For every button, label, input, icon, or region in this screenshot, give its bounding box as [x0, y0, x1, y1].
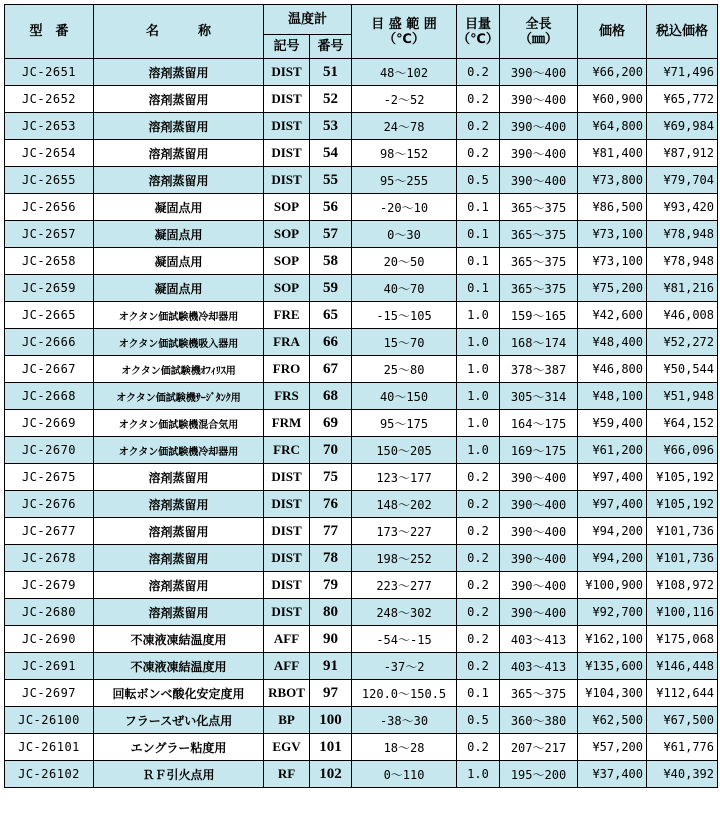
cell-number: 59 — [310, 275, 352, 302]
cell-number: 79 — [310, 572, 352, 599]
cell-model: JC-2668 — [5, 383, 94, 410]
cell-symbol: DIST — [264, 113, 310, 140]
cell-range: 248～302 — [352, 599, 457, 626]
cell-price: ¥73,800 — [578, 167, 647, 194]
cell-number: 90 — [310, 626, 352, 653]
table-row — [5, 437, 718, 464]
cell-model: JC-26101 — [5, 734, 94, 761]
cell-price-tax: ¥61,776 — [647, 734, 718, 761]
cell-price: ¥48,100 — [578, 383, 647, 410]
cell-range: 123～177 — [352, 464, 457, 491]
cell-division: 0.1 — [457, 680, 500, 707]
cell-length: 390～400 — [500, 464, 578, 491]
cell-price-tax: ¥101,736 — [647, 518, 718, 545]
cell-division: 0.2 — [457, 545, 500, 572]
table-row — [5, 734, 718, 761]
header-price-tax: 税込価格 — [647, 5, 718, 59]
cell-model: JC-2656 — [5, 194, 94, 221]
cell-price-tax: ¥52,272 — [647, 329, 718, 356]
cell-price: ¥64,800 — [578, 113, 647, 140]
cell-symbol: DIST — [264, 545, 310, 572]
cell-number: 97 — [310, 680, 352, 707]
cell-symbol: DIST — [264, 518, 310, 545]
cell-price: ¥86,500 — [578, 194, 647, 221]
cell-model: JC-2655 — [5, 167, 94, 194]
cell-price: ¥97,400 — [578, 491, 647, 518]
cell-division: 1.0 — [457, 356, 500, 383]
cell-symbol: DIST — [264, 86, 310, 113]
cell-price-tax: ¥105,192 — [647, 464, 718, 491]
header-symbol: 記号 — [264, 35, 310, 59]
table-row — [5, 572, 718, 599]
cell-number: 53 — [310, 113, 352, 140]
cell-length: 390～400 — [500, 518, 578, 545]
cell-length: 207～217 — [500, 734, 578, 761]
cell-price: ¥94,200 — [578, 545, 647, 572]
cell-symbol: SOP — [264, 275, 310, 302]
table-row — [5, 302, 718, 329]
cell-symbol: EGV — [264, 734, 310, 761]
cell-symbol: DIST — [264, 599, 310, 626]
cell-range: 95～175 — [352, 410, 457, 437]
cell-length: 403～413 — [500, 626, 578, 653]
cell-model: JC-2653 — [5, 113, 94, 140]
cell-name: 溶剤蒸留用 — [94, 113, 264, 140]
cell-range: 198～252 — [352, 545, 457, 572]
cell-price-tax: ¥78,948 — [647, 248, 718, 275]
cell-price: ¥100,900 — [578, 572, 647, 599]
cell-model: JC-2652 — [5, 86, 94, 113]
cell-number: 78 — [310, 545, 352, 572]
cell-division: 1.0 — [457, 437, 500, 464]
cell-name: オクタン価試験機ｵﾌｨﾘｽ用 — [94, 356, 264, 383]
cell-price-tax: ¥146,448 — [647, 653, 718, 680]
cell-division: 1.0 — [457, 761, 500, 788]
table-row — [5, 545, 718, 572]
cell-division: 1.0 — [457, 383, 500, 410]
cell-division: 0.2 — [457, 626, 500, 653]
cell-range: 24～78 — [352, 113, 457, 140]
cell-length: 390～400 — [500, 86, 578, 113]
cell-symbol: RBOT — [264, 680, 310, 707]
table-row — [5, 140, 718, 167]
cell-model: JC-2670 — [5, 437, 94, 464]
cell-price: ¥135,600 — [578, 653, 647, 680]
header-division-line2: （℃） — [457, 31, 499, 47]
cell-symbol: FRE — [264, 302, 310, 329]
cell-division: 0.2 — [457, 491, 500, 518]
cell-range: 95～255 — [352, 167, 457, 194]
cell-price-tax: ¥51,948 — [647, 383, 718, 410]
cell-range: -37～2 — [352, 653, 457, 680]
cell-price: ¥75,200 — [578, 275, 647, 302]
cell-number: 75 — [310, 464, 352, 491]
cell-price: ¥92,700 — [578, 599, 647, 626]
cell-range: -38～30 — [352, 707, 457, 734]
cell-number: 55 — [310, 167, 352, 194]
cell-name: 溶剤蒸留用 — [94, 140, 264, 167]
table-row — [5, 356, 718, 383]
cell-model: JC-2691 — [5, 653, 94, 680]
cell-price-tax: ¥67,500 — [647, 707, 718, 734]
cell-division: 1.0 — [457, 302, 500, 329]
cell-length: 164～175 — [500, 410, 578, 437]
cell-name: 不凍液凍結温度用 — [94, 626, 264, 653]
cell-symbol: AFF — [264, 626, 310, 653]
cell-symbol: SOP — [264, 248, 310, 275]
cell-model: JC-2697 — [5, 680, 94, 707]
table-header — [5, 5, 718, 59]
cell-length: 169～175 — [500, 437, 578, 464]
cell-division: 0.1 — [457, 275, 500, 302]
cell-length: 365～375 — [500, 275, 578, 302]
cell-range: -2～52 — [352, 86, 457, 113]
cell-length: 159～165 — [500, 302, 578, 329]
cell-range: -54～-15 — [352, 626, 457, 653]
cell-price: ¥59,400 — [578, 410, 647, 437]
thermometer-price-table — [4, 4, 718, 788]
cell-length: 390～400 — [500, 167, 578, 194]
cell-price-tax: ¥93,420 — [647, 194, 718, 221]
price-table-container — [4, 4, 717, 788]
table-body — [5, 59, 718, 788]
cell-name: 溶剤蒸留用 — [94, 86, 264, 113]
cell-range: -20～10 — [352, 194, 457, 221]
cell-division: 0.2 — [457, 140, 500, 167]
cell-division: 0.2 — [457, 653, 500, 680]
cell-range: 98～152 — [352, 140, 457, 167]
cell-price-tax: ¥65,772 — [647, 86, 718, 113]
cell-name: オクタン価試験機吸入器用 — [94, 329, 264, 356]
table-row — [5, 410, 718, 437]
cell-model: JC-2666 — [5, 329, 94, 356]
cell-length: 390～400 — [500, 113, 578, 140]
cell-length: 390～400 — [500, 599, 578, 626]
cell-price-tax: ¥101,736 — [647, 545, 718, 572]
cell-price: ¥62,500 — [578, 707, 647, 734]
cell-number: 56 — [310, 194, 352, 221]
cell-number: 52 — [310, 86, 352, 113]
cell-division: 0.2 — [457, 86, 500, 113]
cell-division: 1.0 — [457, 410, 500, 437]
cell-number: 69 — [310, 410, 352, 437]
cell-length: 390～400 — [500, 59, 578, 86]
cell-model: JC-26102 — [5, 761, 94, 788]
cell-price: ¥81,400 — [578, 140, 647, 167]
cell-number: 80 — [310, 599, 352, 626]
cell-number: 100 — [310, 707, 352, 734]
cell-price: ¥48,400 — [578, 329, 647, 356]
cell-division: 0.1 — [457, 194, 500, 221]
cell-number: 51 — [310, 59, 352, 86]
cell-number: 54 — [310, 140, 352, 167]
cell-model: JC-2654 — [5, 140, 94, 167]
cell-price-tax: ¥81,216 — [647, 275, 718, 302]
cell-model: JC-2675 — [5, 464, 94, 491]
header-division — [457, 5, 500, 59]
cell-model: JC-2690 — [5, 626, 94, 653]
cell-price-tax: ¥40,392 — [647, 761, 718, 788]
cell-division: 0.2 — [457, 572, 500, 599]
cell-division: 0.2 — [457, 599, 500, 626]
cell-number: 57 — [310, 221, 352, 248]
cell-model: JC-2677 — [5, 518, 94, 545]
cell-name: 溶剤蒸留用 — [94, 545, 264, 572]
cell-name: 溶剤蒸留用 — [94, 59, 264, 86]
cell-length: 365～375 — [500, 221, 578, 248]
cell-model: JC-2659 — [5, 275, 94, 302]
cell-model: JC-2665 — [5, 302, 94, 329]
cell-name: ＲＦ引火点用 — [94, 761, 264, 788]
cell-name: 不凍液凍結温度用 — [94, 653, 264, 680]
cell-name: エングラー粘度用 — [94, 734, 264, 761]
cell-model: JC-2676 — [5, 491, 94, 518]
cell-range: 18～28 — [352, 734, 457, 761]
cell-number: 91 — [310, 653, 352, 680]
cell-name: 溶剤蒸留用 — [94, 518, 264, 545]
cell-length: 378～387 — [500, 356, 578, 383]
cell-price: ¥94,200 — [578, 518, 647, 545]
cell-name: 溶剤蒸留用 — [94, 167, 264, 194]
cell-model: JC-2669 — [5, 410, 94, 437]
cell-name: 凝固点用 — [94, 194, 264, 221]
header-length-line2: （㎜） — [519, 31, 559, 47]
header-length-line1: 全長 — [525, 16, 552, 32]
cell-range: 40～70 — [352, 275, 457, 302]
table-row — [5, 194, 718, 221]
cell-length: 390～400 — [500, 545, 578, 572]
cell-name: 溶剤蒸留用 — [94, 491, 264, 518]
cell-division: 0.1 — [457, 221, 500, 248]
table-row — [5, 707, 718, 734]
cell-number: 58 — [310, 248, 352, 275]
cell-number: 76 — [310, 491, 352, 518]
table-row — [5, 464, 718, 491]
table-row — [5, 599, 718, 626]
cell-model: JC-2658 — [5, 248, 94, 275]
header-number: 番号 — [310, 35, 352, 59]
cell-range: 0～30 — [352, 221, 457, 248]
cell-price: ¥104,300 — [578, 680, 647, 707]
cell-symbol: DIST — [264, 140, 310, 167]
cell-name: 凝固点用 — [94, 248, 264, 275]
cell-division: 1.0 — [457, 329, 500, 356]
cell-price: ¥60,900 — [578, 86, 647, 113]
cell-price-tax: ¥175,068 — [647, 626, 718, 653]
cell-range: 223～277 — [352, 572, 457, 599]
cell-price: ¥66,200 — [578, 59, 647, 86]
header-price: 価格 — [578, 5, 647, 59]
cell-name: 凝固点用 — [94, 221, 264, 248]
cell-price-tax: ¥112,644 — [647, 680, 718, 707]
cell-symbol: AFF — [264, 653, 310, 680]
table-row — [5, 275, 718, 302]
cell-price-tax: ¥100,116 — [647, 599, 718, 626]
cell-name: 溶剤蒸留用 — [94, 599, 264, 626]
cell-model: JC-2657 — [5, 221, 94, 248]
cell-division: 0.5 — [457, 167, 500, 194]
cell-number: 70 — [310, 437, 352, 464]
header-length — [500, 5, 578, 59]
cell-range: 0～110 — [352, 761, 457, 788]
cell-division: 0.2 — [457, 464, 500, 491]
table-row — [5, 626, 718, 653]
table-row — [5, 86, 718, 113]
cell-name: オクタン価試験機混合気用 — [94, 410, 264, 437]
cell-range: 40～150 — [352, 383, 457, 410]
cell-symbol: DIST — [264, 167, 310, 194]
cell-number: 66 — [310, 329, 352, 356]
cell-symbol: DIST — [264, 491, 310, 518]
cell-symbol: DIST — [264, 464, 310, 491]
cell-range: 150～205 — [352, 437, 457, 464]
table-row — [5, 518, 718, 545]
cell-model: JC-26100 — [5, 707, 94, 734]
cell-range: 15～70 — [352, 329, 457, 356]
header-model: 型 番 — [5, 5, 94, 59]
table-row — [5, 59, 718, 86]
cell-price: ¥97,400 — [578, 464, 647, 491]
cell-length: 390～400 — [500, 572, 578, 599]
cell-name: オクタン価試験機ｻｰｼﾞﾀﾝｸ用 — [94, 383, 264, 410]
cell-length: 365～375 — [500, 680, 578, 707]
cell-price: ¥73,100 — [578, 221, 647, 248]
cell-division: 0.2 — [457, 59, 500, 86]
cell-price: ¥162,100 — [578, 626, 647, 653]
table-row — [5, 221, 718, 248]
header-range — [352, 5, 457, 59]
cell-number: 102 — [310, 761, 352, 788]
cell-range: 120.0～150.5 — [352, 680, 457, 707]
cell-symbol: FRM — [264, 410, 310, 437]
table-row — [5, 761, 718, 788]
cell-length: 195～200 — [500, 761, 578, 788]
cell-name: オクタン価試験機冷却器用 — [94, 302, 264, 329]
cell-range: 20～50 — [352, 248, 457, 275]
cell-division: 0.5 — [457, 707, 500, 734]
cell-price-tax: ¥69,984 — [647, 113, 718, 140]
table-row — [5, 167, 718, 194]
cell-model: JC-2651 — [5, 59, 94, 86]
cell-price-tax: ¥87,912 — [647, 140, 718, 167]
cell-number: 65 — [310, 302, 352, 329]
table-row — [5, 383, 718, 410]
cell-price-tax: ¥64,152 — [647, 410, 718, 437]
cell-model: JC-2667 — [5, 356, 94, 383]
cell-number: 77 — [310, 518, 352, 545]
cell-model: JC-2680 — [5, 599, 94, 626]
cell-price-tax: ¥79,704 — [647, 167, 718, 194]
cell-price: ¥61,200 — [578, 437, 647, 464]
table-row — [5, 113, 718, 140]
cell-name: 溶剤蒸留用 — [94, 464, 264, 491]
table-row — [5, 491, 718, 518]
cell-price: ¥37,400 — [578, 761, 647, 788]
cell-price: ¥73,100 — [578, 248, 647, 275]
cell-symbol: SOP — [264, 194, 310, 221]
cell-name: フラースぜい化点用 — [94, 707, 264, 734]
cell-price-tax: ¥71,496 — [647, 59, 718, 86]
cell-price-tax: ¥108,972 — [647, 572, 718, 599]
cell-division: 0.2 — [457, 518, 500, 545]
cell-length: 390～400 — [500, 491, 578, 518]
header-range-line1: 目 盛 範 囲 — [371, 16, 437, 32]
cell-length: 305～314 — [500, 383, 578, 410]
cell-price-tax: ¥66,096 — [647, 437, 718, 464]
cell-length: 360～380 — [500, 707, 578, 734]
cell-symbol: FRA — [264, 329, 310, 356]
cell-symbol: SOP — [264, 221, 310, 248]
cell-division: 0.2 — [457, 734, 500, 761]
table-row — [5, 329, 718, 356]
cell-range: -15～105 — [352, 302, 457, 329]
cell-division: 0.2 — [457, 113, 500, 140]
cell-length: 365～375 — [500, 194, 578, 221]
cell-symbol: RF — [264, 761, 310, 788]
header-division-line1: 目量 — [465, 16, 492, 32]
cell-length: 403～413 — [500, 653, 578, 680]
cell-symbol: DIST — [264, 59, 310, 86]
cell-number: 101 — [310, 734, 352, 761]
cell-range: 173～227 — [352, 518, 457, 545]
cell-price-tax: ¥105,192 — [647, 491, 718, 518]
cell-name: 溶剤蒸留用 — [94, 572, 264, 599]
cell-symbol: FRS — [264, 383, 310, 410]
header-range-line2: （℃） — [383, 31, 425, 47]
header-name: 名 称 — [94, 5, 264, 59]
cell-symbol: FRC — [264, 437, 310, 464]
cell-price: ¥42,600 — [578, 302, 647, 329]
cell-length: 390～400 — [500, 140, 578, 167]
cell-price: ¥57,200 — [578, 734, 647, 761]
cell-symbol: FRO — [264, 356, 310, 383]
cell-name: 回転ボンベ酸化安定度用 — [94, 680, 264, 707]
cell-name: オクタン価試験機冷却器用 — [94, 437, 264, 464]
cell-price: ¥46,800 — [578, 356, 647, 383]
cell-price-tax: ¥78,948 — [647, 221, 718, 248]
cell-price-tax: ¥50,544 — [647, 356, 718, 383]
cell-model: JC-2678 — [5, 545, 94, 572]
table-row — [5, 248, 718, 275]
cell-price-tax: ¥46,008 — [647, 302, 718, 329]
cell-model: JC-2679 — [5, 572, 94, 599]
cell-range: 25～80 — [352, 356, 457, 383]
cell-number: 68 — [310, 383, 352, 410]
cell-name: 凝固点用 — [94, 275, 264, 302]
table-row — [5, 680, 718, 707]
cell-range: 148～202 — [352, 491, 457, 518]
cell-length: 365～375 — [500, 248, 578, 275]
cell-range: 48～102 — [352, 59, 457, 86]
table-row — [5, 653, 718, 680]
cell-symbol: BP — [264, 707, 310, 734]
cell-length: 168～174 — [500, 329, 578, 356]
header-thermometer: 温度計 — [264, 5, 352, 35]
cell-number: 67 — [310, 356, 352, 383]
cell-symbol: DIST — [264, 572, 310, 599]
cell-division: 0.1 — [457, 248, 500, 275]
